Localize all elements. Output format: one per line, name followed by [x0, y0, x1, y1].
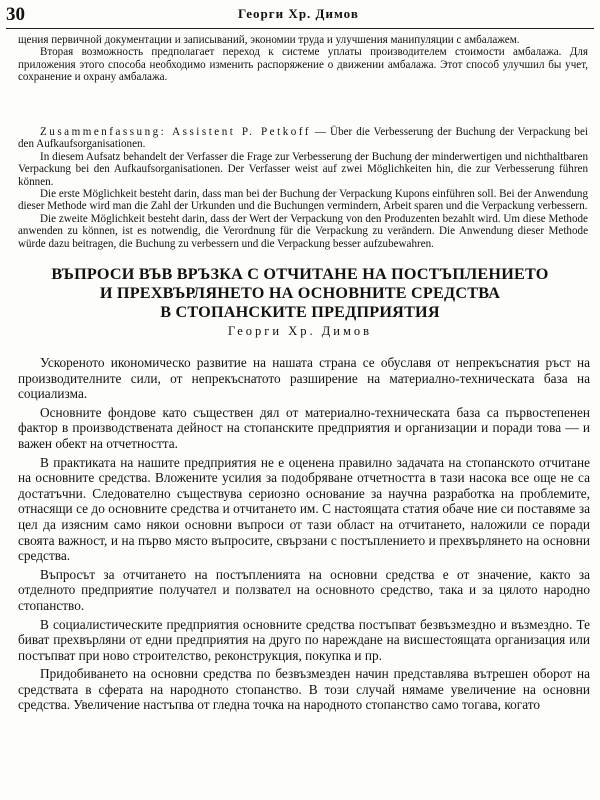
- article-title-line2: И ПРЕХВЪРЛЯНЕТО НА ОСНОВНИТЕ СРЕДСТВА: [99, 284, 501, 302]
- article-body: [18, 355, 590, 716]
- article-paragraph-3: В практиката на нашите предприятия не е оценена правилно задачата на стопанското отчитане на основните средства. Вложените усилия за подобряване отчетността в тази насока все още не са достатъчни. Следователно съществува сериозно основание за научна разработка на проблемите, отнасящи се до основните средства и отчитането им. С настоящата статия обаче ние си поставяме за цел да изясним само някои основни въпроси от тази област на отчитането, наложили се поради своята важност, и на първо място въпросите, свързани с постъплението и прехвърлянето на основни средства.: [18, 454, 590, 564]
- german-summary-p2: Die erste Möglichkeit besteht darin, dass man bei der Buchung der Verpackung Kupons einführen soll. Bei der Anwendung dieser Methode wird man die Zahl der Urkunden und die Buchungen vermindern, Arbeit sparen und die Verpackung verbessern.: [18, 188, 588, 213]
- page-number: 30: [6, 4, 25, 25]
- article-paragraph-6: Придобиването на основни средства по безвъзмезден начин представлява вътрешен оборот на средствата в сферата на народното стопанство. В този случай нямаме увеличение на основни средства. Увеличение настъпва от гледна точка на народното стопанство само тогава, когато: [18, 666, 590, 713]
- article-title-line3: В СТОПАНСКИТЕ ПРЕДПРИЯТИЯ: [160, 303, 440, 321]
- german-summary-p3: Die zweite Möglichkeit besteht darin, dass der Wert der Verpackung von den Produzenten bezahlt wird. Um diese Methode anwenden zu können, ist es notwendig, die Verordnung für die Verpackung zu verändern. Die Anwendung dieser Methode würde dazu beitragen, die Buchung zu verbessern und die Verpackung besser aufzubewahren.: [18, 212, 588, 250]
- russian-summary-p2: Вторая возможность предполагает переход к системе уплаты производителем стоимости амбалажа. Для приложения этого способа необходимо изменить распоряжение о движении амбалажа. Этот способ улучшил бы учет, сохранение и охрану амбалажа.: [18, 46, 588, 84]
- german-summary-heading: [18, 126, 588, 151]
- running-head: Георги Хр. Димов: [238, 6, 359, 21]
- german-summary-p1: In diesem Aufsatz behandelt der Verfasser die Frage zur Verbesserung der Buchung der minderwertigen und nichthaltbaren Verpackung bei den Aufkaufsorganisationen. Der Verfasser weist auf zwei Möglichkeiten hin, die zur Verbesserung führen können.: [18, 150, 588, 188]
- article-title-line1: ВЪПРОСИ ВЪВ ВРЪЗКА С ОТЧИТАНЕ НА ПОСТЪПЛЕНИЕТО: [51, 265, 549, 283]
- article-paragraph-5: В социалистическите предприятия основните средства постъпват безвъзмездно и възмездно. Те биват прехвърляни от едни предприятия на друго по нареждане на висшестоящата организация или постъпват при ново строителство, реконструкция, покупка и пр.: [18, 616, 590, 663]
- article-title: [20, 265, 580, 322]
- german-summary-label: Zusammenfassung: Assistent P. Petkoff: [40, 126, 311, 138]
- article-paragraph-2: Основните фондове като съществен дял от материално-техническата база са първостепенен фактор в производствената дейност на стопанските предприятия и организации и поради това — и важен обект на отчетността.: [18, 404, 590, 451]
- german-summary-label-rest: — Über die Verbesserung der Buchung der Verpackung bei den Aufkaufsorganisationen.: [18, 126, 588, 151]
- russian-summary-p1: щения первичной документации и записываний, экономии труда и улучшения манипуляции с амбалажем.: [18, 34, 520, 46]
- article-paragraph-1: Ускореното икономическо развитие на нашата страна се обуславя от непрекъснатия ръст на производителните сили, от непрекъснатото разширение на материално-техническата база на социализма.: [18, 355, 590, 402]
- russian-summary: [18, 34, 588, 84]
- article-author: Георги Хр. Димов: [227, 324, 373, 338]
- page-header: [6, 4, 594, 29]
- article-paragraph-4: Въпросът за отчитането на постъпленията на основни средства е от значение, както за отделното предприятие получател и ползвател на основното средство, така и за цялото народно стопанство.: [18, 566, 590, 613]
- german-summary: [18, 126, 588, 250]
